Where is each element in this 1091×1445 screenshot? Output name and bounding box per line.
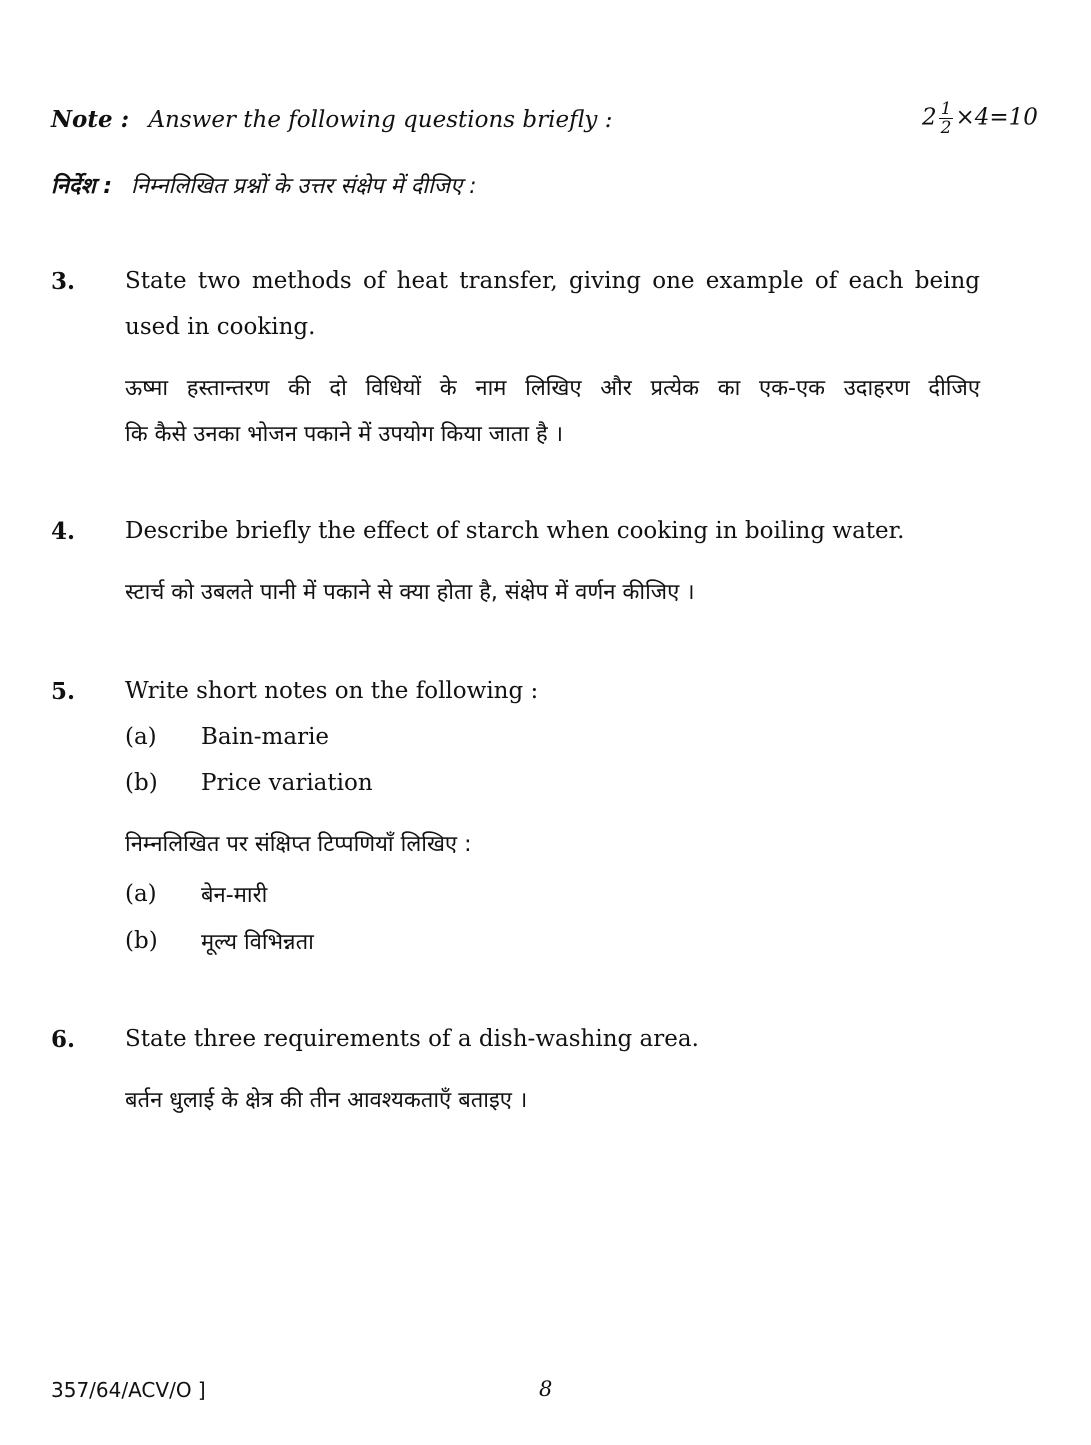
page-number: 8 xyxy=(539,1377,553,1401)
question-3-hi-line-2: कि कैसे उनका भोजन पकाने में उपयोग किया जाता है । xyxy=(125,422,564,447)
note-line xyxy=(51,106,612,133)
question-5-hi-item-a-label: (a) xyxy=(125,881,157,907)
question-6-number: 6. xyxy=(51,1026,76,1053)
question-3-hi-line-1: ऊष्मा हस्तान्तरण की दो विधियों के नाम लिखिए और प्रत्येक का एक-एक उदाहरण दीजिए xyxy=(125,376,980,401)
note-text: Answer the following questions briefly : xyxy=(148,107,613,133)
nirdesh-text: निम्नलिखित प्रश्नों के उत्तर संक्षेप में दीजिए : xyxy=(131,174,477,199)
question-6-hi-line-1: बर्तन धुलाई के क्षेत्र की तीन आवश्यकताएँ बताइए । xyxy=(125,1088,528,1113)
footer-code: 357/64/ACV/O ] xyxy=(51,1378,206,1402)
marks-fraction xyxy=(939,100,954,137)
question-5-hi-item-b-text: मूल्य विभिन्नता xyxy=(201,930,314,955)
marks-whole: 2 xyxy=(922,104,937,131)
nirdesh-line xyxy=(51,170,477,200)
nirdesh-label: निर्देश : xyxy=(51,174,113,199)
marks-rest: ×4=10 xyxy=(955,104,1038,131)
marks-allocation xyxy=(922,100,1042,137)
question-5-hi-item-b-label: (b) xyxy=(125,928,158,954)
question-5-number: 5. xyxy=(51,678,76,705)
marks-fraction-denominator: 2 xyxy=(940,118,952,138)
question-5-en-item-b-label: (b) xyxy=(125,770,158,796)
question-3-en-line-2: used in cooking. xyxy=(125,314,316,340)
question-5-en-line-1: Write short notes on the following : xyxy=(125,678,539,704)
question-4-number: 4. xyxy=(51,518,76,545)
question-5-hi-item-a-text: बेन-मारी xyxy=(201,883,268,908)
question-3-en-line-1: State two methods of heat transfer, giving one example of each being xyxy=(125,268,980,294)
question-5-en-item-a-label: (a) xyxy=(125,724,157,750)
marks-fraction-numerator: 1 xyxy=(940,99,952,119)
question-5-en-item-b-text: Price variation xyxy=(201,770,373,796)
question-6-en-line-1: State three requirements of a dish-washing area. xyxy=(125,1026,699,1052)
question-3-number: 3. xyxy=(51,268,76,295)
note-label: Note : xyxy=(51,106,130,133)
question-4-en-line-1: Describe briefly the effect of starch when cooking in boiling water. xyxy=(125,518,905,544)
question-4-hi-line-1: स्टार्च को उबलते पानी में पकाने से क्या होता है, संक्षेप में वर्णन कीजिए । xyxy=(125,580,695,605)
question-5-en-item-a-text: Bain-marie xyxy=(201,724,330,750)
question-5-hi-line-1: निम्नलिखित पर संक्षिप्त टिप्पणियाँ लिखिए : xyxy=(125,832,472,857)
